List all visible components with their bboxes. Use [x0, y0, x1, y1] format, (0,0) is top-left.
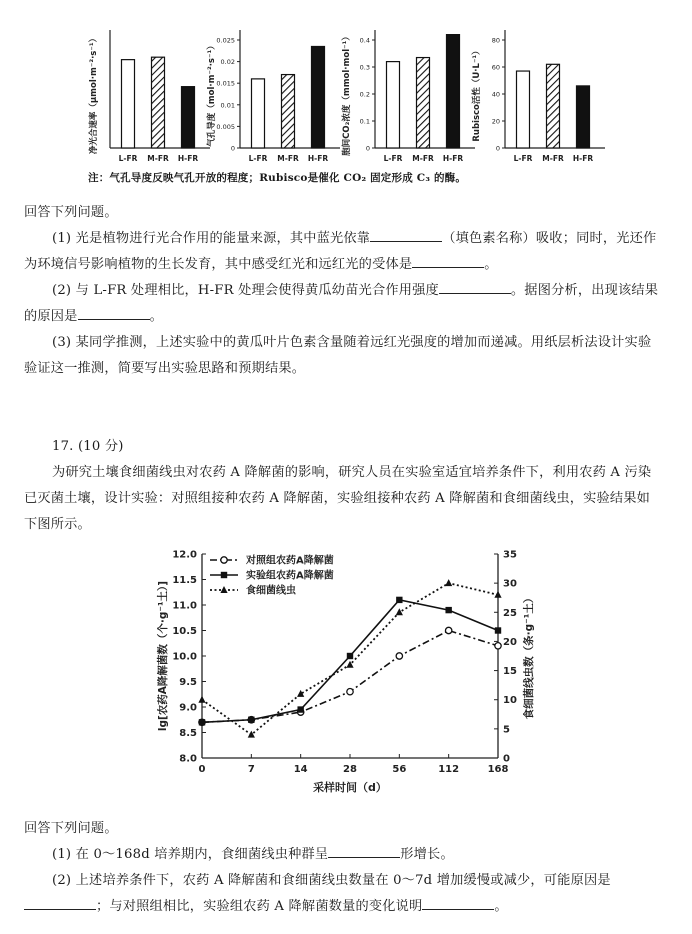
bar-l-fr	[517, 71, 530, 148]
x-tick-label: M-FR	[542, 154, 564, 163]
y-tick-label: 0.02	[220, 58, 235, 67]
top-bar-charts	[0, 0, 692, 190]
x-tick-label: 112	[438, 764, 460, 775]
answer-blank[interactable]	[439, 279, 511, 294]
x-tick-label: L-FR	[248, 154, 268, 163]
answer-blank[interactable]	[78, 305, 150, 320]
data-point	[396, 597, 402, 603]
x-tick-label: M-FR	[147, 154, 169, 163]
data-point	[347, 653, 353, 659]
x-tick-label: 168	[487, 764, 509, 775]
y-axis-label: lg[农药A降解菌数（个·g⁻¹土）]	[157, 580, 169, 732]
y-tick-label: 0.1	[359, 117, 370, 126]
y-tick-label: 0.005	[216, 122, 235, 131]
x-tick-label: M-FR	[412, 154, 434, 163]
line-chart	[150, 538, 550, 808]
y-tick-label: 40	[491, 90, 500, 99]
right-tick-label: 30	[503, 578, 517, 590]
data-point	[248, 717, 254, 723]
answer-blank[interactable]	[412, 253, 484, 268]
left-tick-label: 12.0	[172, 549, 197, 561]
data-point	[198, 696, 205, 703]
data-point	[445, 607, 451, 613]
bar-m-fr	[547, 64, 560, 148]
data-point	[396, 608, 403, 615]
y-tick-label: 60	[491, 63, 500, 72]
legend-marker	[220, 586, 227, 593]
x-tick-label: 28	[343, 764, 357, 775]
data-point	[445, 579, 452, 586]
data-point	[494, 591, 501, 598]
figure-note: 注：气孔导度反映气孔开放的程度；Rubisco是催化 CO₂ 固定形成 C₃ 的酶。	[88, 172, 467, 184]
y-axis-label: 胞间CO₂浓度（mmol·mol⁻¹）	[342, 32, 352, 156]
answer-blank[interactable]	[328, 843, 400, 858]
left-tick-label: 8.5	[179, 728, 197, 739]
y-tick-label: 20	[491, 117, 500, 126]
q17-part2: (2) 上述培养条件下，农药 A 降解菌和食细菌线虫数量在 0～7d 增加缓慢或减少，可能原因是；与对照组相比，实验组农药 A 降解菌数量的变化说明 。	[24, 868, 660, 920]
legend-label: 对照组农药A降解菌	[246, 555, 334, 567]
bar-h-fr	[577, 86, 590, 148]
legend-marker	[221, 572, 227, 578]
right-tick-label: 15	[503, 666, 517, 678]
y-tick-label: 0	[495, 144, 500, 153]
bar-m-fr	[282, 75, 295, 148]
right-tick-label: 20	[503, 636, 517, 648]
legend-label: 食细菌线虫	[246, 585, 296, 597]
bar-l-fr	[122, 60, 135, 148]
bar-chart-3	[341, 30, 475, 163]
answer-blank[interactable]	[370, 227, 442, 242]
y-tick-label: 0	[365, 144, 370, 153]
left-tick-label: 9.0	[179, 702, 197, 714]
left-tick-label: 10.0	[172, 651, 197, 663]
y-tick-label: 0	[230, 144, 235, 153]
right-tick-label: 25	[503, 607, 517, 619]
bar-l-fr	[252, 79, 265, 148]
y-axis-label-right: 食细菌线虫数（条·g⁻¹土）	[523, 592, 535, 720]
series-line-1	[202, 631, 498, 723]
x-tick-label: H-FR	[177, 154, 199, 163]
x-tick-label: L-FR	[513, 154, 533, 163]
x-tick-label: 56	[392, 764, 407, 775]
y-tick-label: 0.3	[359, 63, 370, 72]
bar-h-fr	[312, 46, 325, 148]
y-axis-label: Rubisco活性（U·L⁻¹）	[472, 46, 482, 142]
legend-label: 实验组农药A降解菌	[246, 570, 334, 582]
right-tick-label: 35	[503, 549, 517, 561]
legend-marker	[221, 557, 227, 563]
y-tick-label: 0.01	[220, 101, 235, 110]
x-axis-label: 采样时间（d）	[313, 781, 387, 794]
x-tick-label: H-FR	[442, 154, 464, 163]
q16-prompt: 回答下列问题。	[24, 205, 118, 220]
x-tick-label: 14	[293, 764, 308, 775]
y-axis-label: 净光合速率（μmol·m⁻²·s⁻¹）	[89, 33, 99, 155]
x-tick-label: 0	[198, 764, 206, 775]
x-tick-label: 7	[247, 764, 255, 775]
answer-blank[interactable]	[24, 895, 96, 910]
q16-part2: (2) 与 L-FR 处理相比，H-FR 处理会使得黄瓜幼苗光合作用强度 。据图分析，出现该结果的原因是 。	[24, 278, 660, 330]
bar-l-fr	[387, 62, 400, 148]
right-tick-label: 0	[503, 753, 510, 765]
left-tick-label: 11.0	[172, 600, 197, 612]
q17-intro: 为研究土壤食细菌线虫对农药 A 降解菌的影响，研究人员在实验室适宜培养条件下，利用农药 A 污染已灭菌土壤，设计实验：对照组接种农药 A 降解菌，实验组接种农药 A 降解菌和食细菌线虫，实验结果如下图所示。	[24, 465, 652, 532]
x-tick-label: L-FR	[118, 154, 138, 163]
data-point	[495, 627, 501, 633]
y-tick-label: 0.015	[216, 79, 235, 88]
y-axis-label: 气孔导度（mol·m⁻²·s⁻¹）	[207, 41, 217, 147]
q16-part3: (3) 某同学推测，上述实验中的黄瓜叶片色素含量随着远红光强度的增加而递减。用纸层析法设计实验验证这一推测，简要写出实验思路和预期结果。	[24, 335, 652, 376]
data-point	[199, 719, 205, 725]
q16-part1: (1) 光是植物进行光合作用的能量来源，其中蓝光依靠 （填色素名称）吸收；同时，光还作为环境信号影响植物的生长发育，其中感受红光和远红光的受体是 。	[24, 226, 660, 278]
data-point	[396, 653, 402, 659]
x-tick-label: H-FR	[307, 154, 329, 163]
x-tick-label: H-FR	[572, 154, 594, 163]
q17-header: 17. (10 分)	[52, 439, 124, 454]
bar-h-fr	[182, 87, 195, 148]
bar-chart-1	[88, 30, 210, 163]
x-tick-label: L-FR	[383, 154, 403, 163]
data-point	[495, 643, 501, 649]
left-tick-label: 8.0	[179, 753, 197, 765]
q17-part1: (1) 在 0～168d 培养期内，食细菌线虫种群呈 形增长。	[24, 842, 660, 868]
y-tick-label: 80	[491, 36, 500, 45]
data-point	[297, 706, 303, 712]
bar-chart-4	[471, 30, 605, 163]
answer-blank[interactable]	[422, 895, 494, 910]
data-point	[445, 627, 451, 633]
y-tick-label: 0.4	[359, 36, 370, 45]
right-tick-label: 5	[503, 724, 510, 736]
left-tick-label: 9.5	[179, 677, 197, 688]
y-tick-label: 0.025	[216, 36, 235, 45]
bar-chart-2	[206, 30, 340, 163]
data-point	[347, 689, 353, 695]
q17-prompt: 回答下列问题。	[24, 821, 118, 836]
bar-m-fr	[152, 57, 165, 148]
y-tick-label: 0.2	[359, 90, 370, 99]
left-tick-label: 11.5	[172, 575, 197, 586]
left-tick-label: 10.5	[172, 626, 197, 637]
bar-m-fr	[417, 58, 430, 148]
bar-h-fr	[447, 35, 460, 148]
right-tick-label: 10	[503, 695, 517, 707]
x-tick-label: M-FR	[277, 154, 299, 163]
